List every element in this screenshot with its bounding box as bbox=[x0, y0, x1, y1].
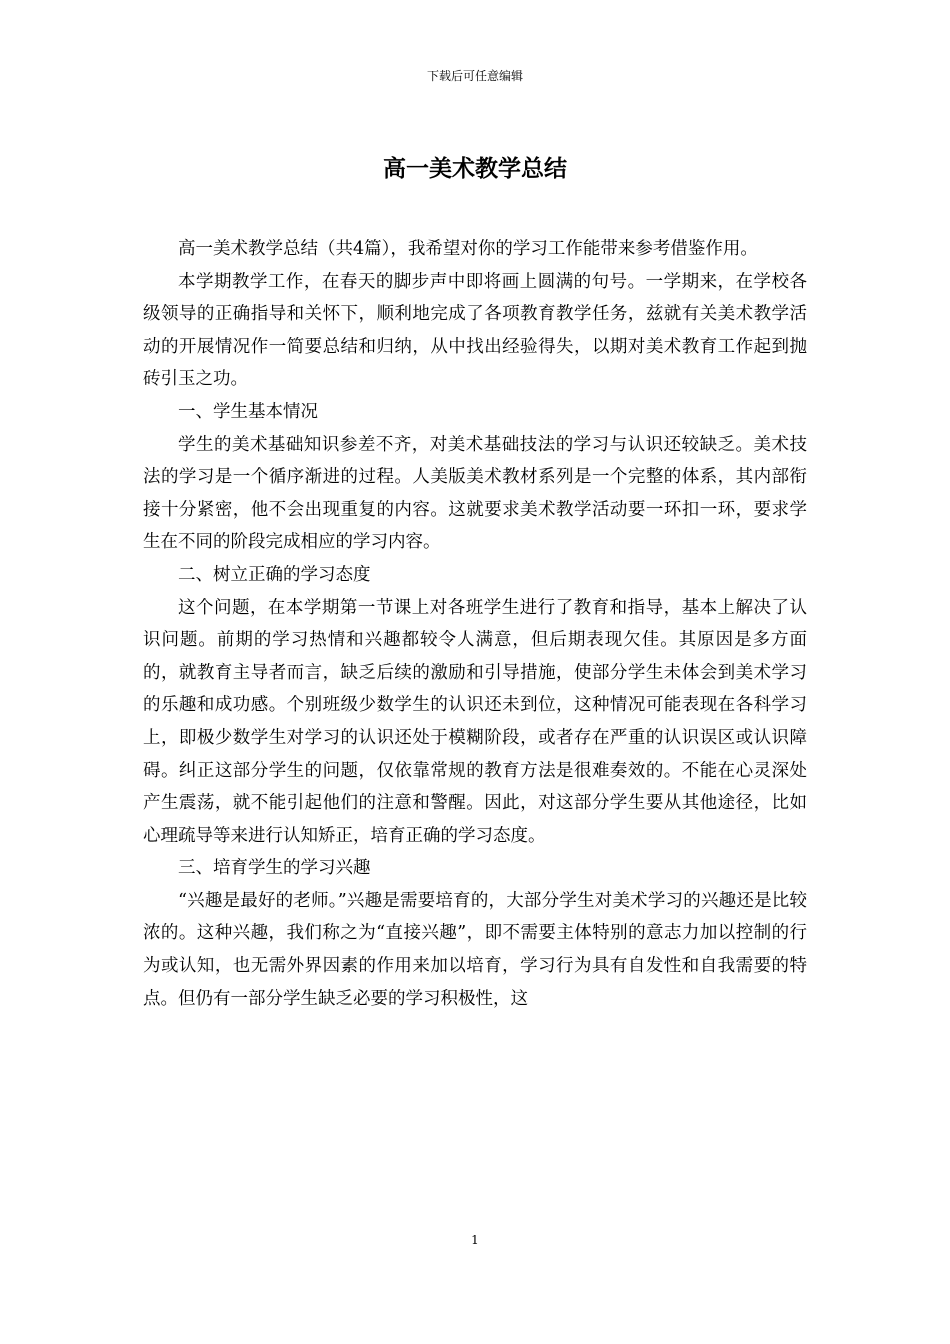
section-heading-2: 二、树立正确的学习态度 bbox=[178, 564, 371, 585]
paragraph-overview: 本学期教学工作，在春天的脚步声中即将画上圆满的句号。一学期来，在学校各级领导的正确指导和关怀下，顺利地完成了各项教育教学任务，兹就有关美术教学活动的开展情况作一简要总结和归纳，从中找出经验得失，以期对美术教育工作起到抛砖引玉之功。 bbox=[143, 271, 807, 390]
section-heading-3: 三、培育学生的学习兴趣 bbox=[178, 858, 371, 879]
paragraph-section-2: 这个问题，在本学期第一节课上对各班学生进行了教育和指导，基本上解决了认识问题。前期的学习热情和兴趣都较令人满意，但后期表现欠佳。其原因是多方面的，就教育主导者而言，缺乏后续的激励和引导措施，使部分学生未体会到美术学习的乐趣和成功感。个别班级少数学生的认识还未到位，这种情况可能表现在各科学习上，即极少数学生对学习的认识还处于模糊阶段，或者存在严重的认识误区或认识障碍。纠正这部分学生的问题，仅依靠常规的教育方法是很难奏效的。不能在心灵深处产生震荡，就不能引起他们的注意和警醒。因此，对这部分学生要从其他途径，比如心理疏导等来进行认知矫正，培育正确的学习态度。 bbox=[143, 597, 807, 846]
document-body bbox=[143, 233, 807, 1015]
paragraph-section-1: 学生的美术基础知识参差不齐，对美术基础技法的学习与认识还较缺乏。美术技法的学习是一个循序渐进的过程。人美版美术教材系列是一个完整的体系，其内部衔接十分紧密，他不会出现重复的内容。这就要求美术教学活动要一环扣一环，要求学生在不同的阶段完成相应的学习内容。 bbox=[143, 434, 807, 553]
paragraph-section-3: “兴趣是最好的老师。”兴趣是需要培育的，大部分学生对美术学习的兴趣还是比较浓的。这种兴趣，我们称之为“直接兴趣”，即不需要主体特别的意志力加以控制的行为或认知，也无需外界因素的作用来加以培育，学习行为具有自发性和自我需要的特点。但仍有一部分学生缺乏必要的学习积极性，这 bbox=[143, 890, 807, 1009]
section-heading-1: 一、学生基本情况 bbox=[178, 401, 318, 422]
paragraph-intro: 高一美术教学总结（共4篇），我希望对你的学习工作能带来参考借鉴作用。 bbox=[178, 239, 758, 259]
document-title: 高一美术教学总结 bbox=[383, 155, 567, 182]
page-number: 1 bbox=[471, 1233, 479, 1247]
header-note: 下载后可任意编辑 bbox=[426, 69, 523, 83]
